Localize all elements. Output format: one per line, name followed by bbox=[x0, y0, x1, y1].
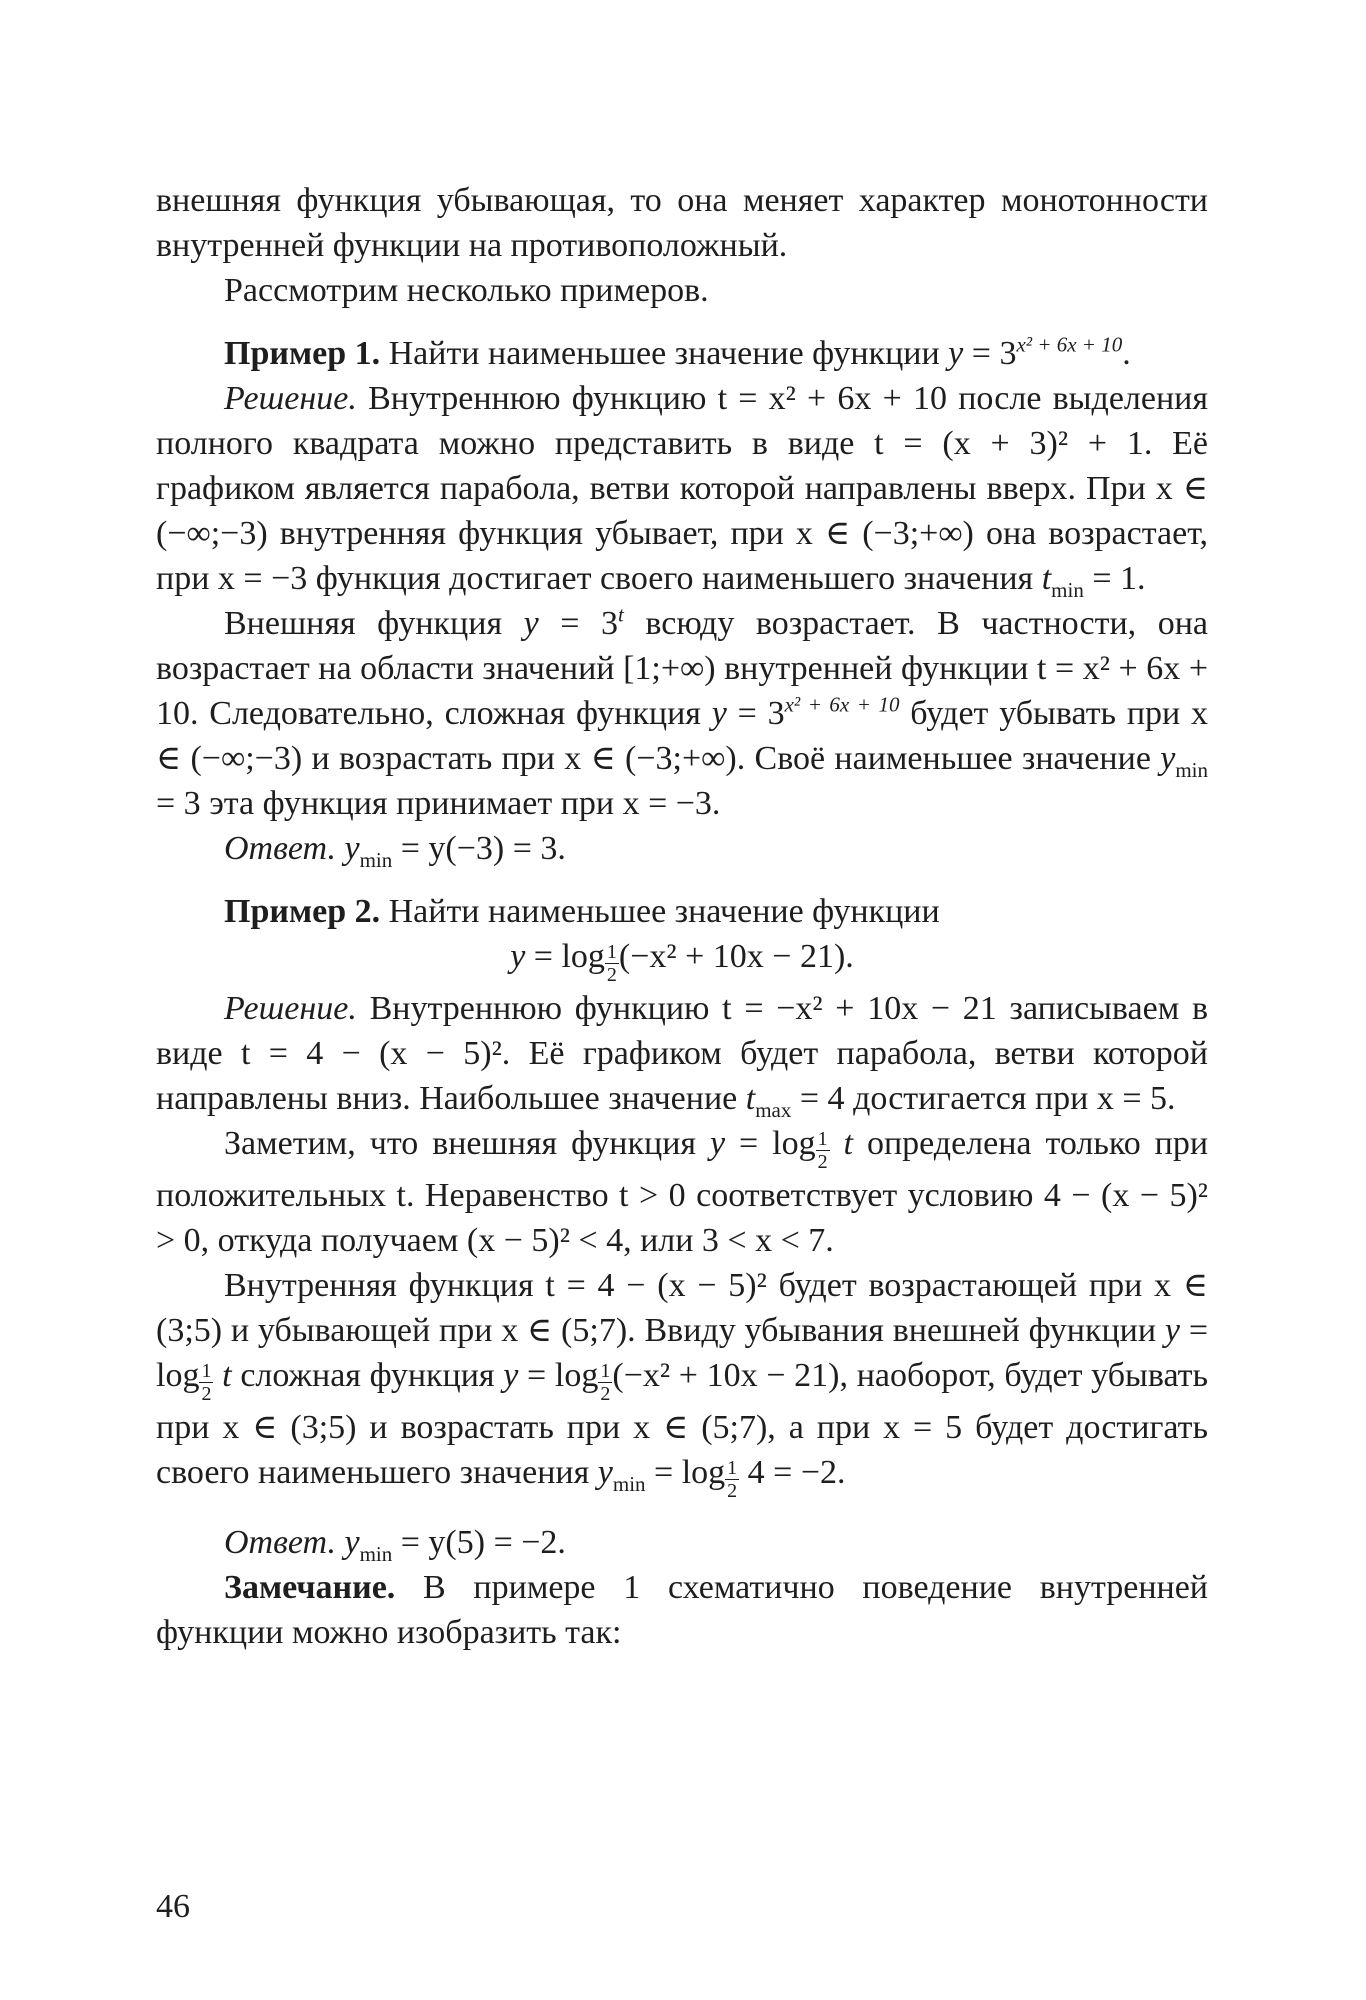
exponent: x² + 6x + 10 bbox=[784, 692, 900, 717]
example-2-solution: Решение. Внутреннюю функцию t = −x² + 10x − 21 записываем в виде t = 4 − (x − 5)². Её графиком будет парабола, ветви которой направлены вниз. Наибольшее значение $t_{max} = 4$ достигается при x = 5. bbox=[156, 990, 1209, 1122]
solution-text: Внутреннюю функцию t = −x² + 10x − 21 записываем в виде t = 4 − (x − 5)². Её графиком будет парабола, ветви которой направлены вниз. Наибольшее значение bbox=[156, 990, 1209, 1117]
remark-heading: Замечание. bbox=[224, 1569, 396, 1606]
text-fragment: определена только при положительных t. Неравенство t > 0 соответствует условию 4 − (x − 5)² > 0, откуда получаем (x − 5)² < 4, или 3 < x < 7. bbox=[156, 1125, 1209, 1259]
example-2-answer: Ответ. $y_{min} = y(5) = -2$. bbox=[224, 1524, 566, 1566]
answer-label: Ответ. bbox=[224, 1524, 336, 1561]
text-fragment: сложная функция bbox=[240, 1357, 495, 1394]
paragraph: Рассмотрим несколько примеров. bbox=[224, 272, 709, 309]
body-text bbox=[156, 178, 1208, 1655]
example-heading: Пример 2. bbox=[224, 893, 381, 930]
example-2-domain: Заметим, что внешняя функция y = log $\frac{1}{2}$ t определена только при положительных t. Неравенство t > 0 соответствует условию 4 − (x − 5)² > 0, откуда получаем (x − 5)² < 4, или 3 < x < 7. bbox=[156, 1125, 1209, 1259]
task-text: Найти наименьшее значение функции bbox=[388, 335, 940, 372]
text-fragment: достигается при x = 5. bbox=[853, 1080, 1176, 1117]
example-1-answer: Ответ. $y_{min} = y(-3) = 3$. bbox=[224, 830, 566, 872]
example-1-task: Пример 1. Найти наименьшее значение функции $y = 3^{x^2 + 6x + 10}$. bbox=[224, 332, 1131, 372]
example-heading: Пример 1. bbox=[224, 335, 381, 372]
log-argument: (−x² + 10x − 21). bbox=[618, 938, 854, 975]
remark bbox=[156, 1565, 1208, 1655]
example-2-monotonicity: Внутренняя функция t = 4 − (x − 5)² будет возрастающей при x ∈ (3;5) и убывающей при x ∈ (5;7). Ввиду убывания внешней функции y = log $\frac{1}{2}$ t сложная функция y = log $\frac{1}{2}$ (−x² + 10x − 21), наоборот, будет убывать при x ∈ (3;5) и возрастать при x ∈ (5;7), а при x = 5 будет достигать своего наименьшего значения $y_{min} = \log$ $\frac{1}{2}$ 4 = −2. bbox=[156, 1267, 1209, 1502]
text-fragment: Внешняя функция bbox=[224, 605, 503, 642]
text-fragment: эта функция принимает при x = −3. bbox=[209, 785, 721, 822]
example-2-task bbox=[156, 889, 1208, 934]
exponent: x² + 6x + 10 bbox=[1016, 332, 1123, 357]
text-fragment: будет убывать при x ∈ (−∞;−3) и возрастать при x ∈ (−3;+∞). Своё наименьшее значение bbox=[156, 695, 1209, 777]
answer-value: = y(−3) = 3. bbox=[400, 830, 566, 867]
remark-text: В примере 1 схематично поведение внутренней функции можно изобразить так: bbox=[156, 1569, 1208, 1651]
answer-label: Ответ. bbox=[224, 830, 336, 867]
page-number: 46 bbox=[156, 1888, 190, 1925]
paragraph: внешняя функция убывающая, то она меняет характер монотонности внутренней функции на противоположный. bbox=[156, 182, 1208, 264]
log-result: 4 = −2. bbox=[747, 1454, 846, 1491]
t-max-value: = 4 bbox=[799, 1080, 845, 1117]
text-fragment: , наоборот, будет убывать при x ∈ (3;5) и возрастать при x ∈ (5;7), а при x = 5 будет достигать своего наименьшего значения bbox=[156, 1357, 1209, 1491]
solution-text: Внутреннюю функцию t = x² + 6x + 10 после выделения полного квадрата можно представить в виде t = (x + 3)² + 1. Её графиком является парабола, ветви которой направлены вверх. При x ∈ (−∞;−3) внутренняя функция убывает, при x ∈ (−3;+∞) она возрастает, при x = −3 функция достигает своего наименьшего значения bbox=[156, 380, 1208, 597]
example-1-solution: Решение. Внутреннюю функцию t = x² + 6x + 10 после выделения полного квадрата можно представить в виде t = (x + 3)² + 1. Её графиком является парабола, ветви которой направлены вверх. При x ∈ (−∞;−3) внутренняя функция убывает, при x ∈ (−3;+∞) она возрастает, при x = −3 функция достигает своего наименьшего значения $t_{min} = 1$. bbox=[156, 380, 1208, 602]
task-text: Найти наименьшее значение функции bbox=[388, 893, 940, 930]
t-min-value: = 1. bbox=[1092, 560, 1146, 597]
text-fragment: всюду возрастает. В частности, она возрастает на области значений [1;+∞) внутренней функции t = x² + 6x + 10. Следовательно, сложная функция bbox=[156, 605, 1208, 732]
y-min-value: = 3 bbox=[156, 785, 201, 822]
answer-value: = y(5) = −2. bbox=[400, 1524, 566, 1561]
text-fragment: Заметим, что внешняя функция bbox=[224, 1125, 697, 1162]
text-fragment: Внутренняя функция t = 4 − (x − 5)² будет возрастающей при x ∈ (3;5) и убывающей при x ∈ (5;7). Ввиду убывания внешней функции bbox=[156, 1267, 1208, 1349]
log-argument: (−x² + 10x − 21) bbox=[612, 1357, 840, 1394]
solution-label: Решение. bbox=[224, 380, 357, 417]
example-1-outer: Внешняя функция $y = 3^t$ всюду возрастает. В частности, она возрастает на области значений [1;+∞) внутренней функции t = x² + 6x + 10. Следовательно, сложная функция $y = 3^{x^2 + 6x + 10}$ будет убывать при x ∈ (−∞;−3) и возрастать при x ∈ (−3;+∞). Своё наименьшее значение $y_{min} = 3$ эта функция принимает при x = −3. bbox=[156, 602, 1209, 822]
solution-label: Решение. bbox=[224, 990, 357, 1027]
example-2-formula: y = log $\frac{1}{2}$ (−x² + 10x − 21). bbox=[510, 938, 854, 986]
